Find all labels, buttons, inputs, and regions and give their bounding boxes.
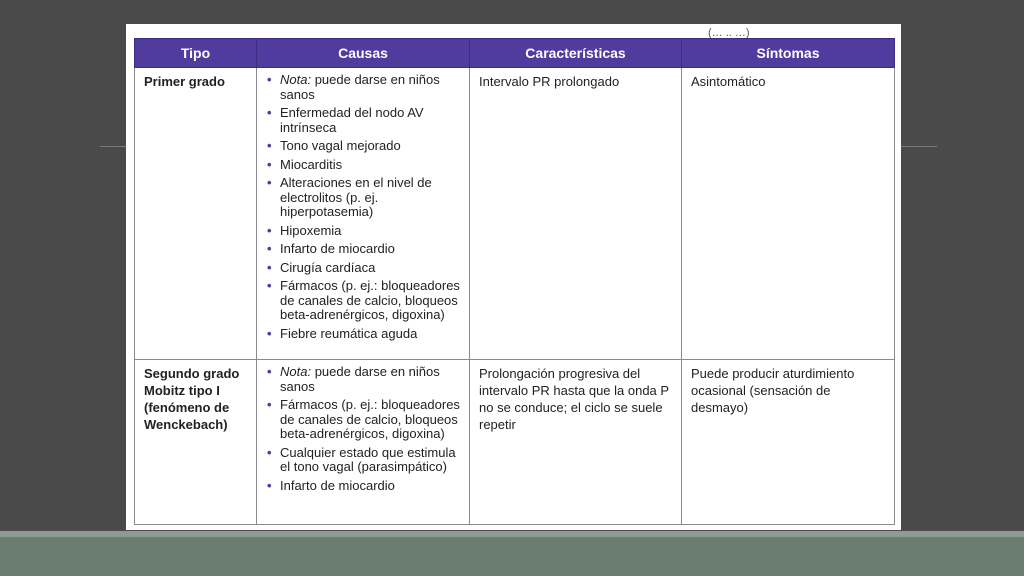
- list-item: [266, 106, 461, 135]
- list-item: [266, 398, 461, 442]
- cell-causas: [257, 360, 470, 525]
- list-item: [266, 479, 461, 494]
- clipped-caption: (… .. …): [708, 26, 750, 39]
- cause-text: Fármacos (p. ej.: bloqueadores de canales de calcio, bloqueos beta-adrenérgicos, digoxina): [280, 278, 460, 322]
- cause-text: Cirugía cardíaca: [280, 259, 376, 275]
- table-row: [135, 360, 895, 525]
- list-item: [266, 139, 461, 154]
- note-label: Nota:: [280, 72, 312, 87]
- cell-sintomas: Asintomático: [682, 68, 895, 360]
- cell-caracteristicas: Prolongación progresiva del intervalo PR hasta que la onda P no se conduce; el ciclo se suele repetir: [470, 360, 682, 525]
- header-causas: Causas: [257, 39, 470, 68]
- list-item: [266, 365, 461, 394]
- cause-text: Fiebre reumática aguda: [280, 325, 418, 341]
- cause-text: Infarto de miocardio: [280, 241, 395, 256]
- list-item: [266, 158, 461, 173]
- decorative-line-left: [100, 146, 126, 147]
- cause-text: Miocarditis: [280, 156, 343, 172]
- header-sintomas: Síntomas: [682, 39, 895, 68]
- cause-text: Alteraciones en el nivel de electrolitos (p. ej. hiperpotasemia): [280, 175, 432, 219]
- decorative-line-right: [901, 146, 937, 147]
- cause-text: puede darse en niños sanos: [280, 72, 440, 102]
- cell-sintomas: Puede producir aturdimiento ocasional (sensación de desmayo): [682, 360, 895, 525]
- cause-text: Tono vagal mejorado: [280, 138, 401, 153]
- list-item: [266, 446, 461, 475]
- cell-tipo: Segundo grado Mobitz tipo I (fenómeno de Wenckebach): [135, 360, 257, 525]
- cause-text: puede darse en niños sanos: [280, 364, 440, 394]
- cause-text: Fármacos (p. ej.: bloqueadores de canales de calcio, bloqueos beta-adrenérgicos, digoxina): [280, 397, 460, 441]
- list-item: [266, 279, 461, 323]
- cause-text: Hipoxemia: [280, 222, 342, 238]
- heart-block-table: [134, 38, 895, 525]
- list-item: [266, 176, 461, 220]
- table-row: [135, 68, 895, 360]
- list-item: [266, 224, 461, 239]
- header-tipo: Tipo: [135, 39, 257, 68]
- table-header-row: [135, 39, 895, 68]
- cell-caracteristicas: Intervalo PR prolongado: [470, 68, 682, 360]
- note-label: Nota:: [280, 364, 312, 379]
- table-image: [126, 24, 901, 530]
- causes-list: [266, 73, 461, 341]
- list-item: [266, 261, 461, 276]
- causes-list: [266, 365, 461, 493]
- cause-text: Enfermedad del nodo AV intrínseca: [280, 105, 424, 135]
- footer-bar: [0, 531, 1024, 576]
- cause-text: Cualquier estado que estimula el tono vagal (parasimpático): [280, 444, 456, 474]
- list-item: [266, 242, 461, 257]
- cell-causas: [257, 68, 470, 360]
- cause-text: Infarto de miocardio: [280, 477, 395, 493]
- cell-tipo: Primer grado: [135, 68, 257, 360]
- list-item: [266, 73, 461, 102]
- list-item: [266, 327, 461, 342]
- header-caracteristicas: Características: [470, 39, 682, 68]
